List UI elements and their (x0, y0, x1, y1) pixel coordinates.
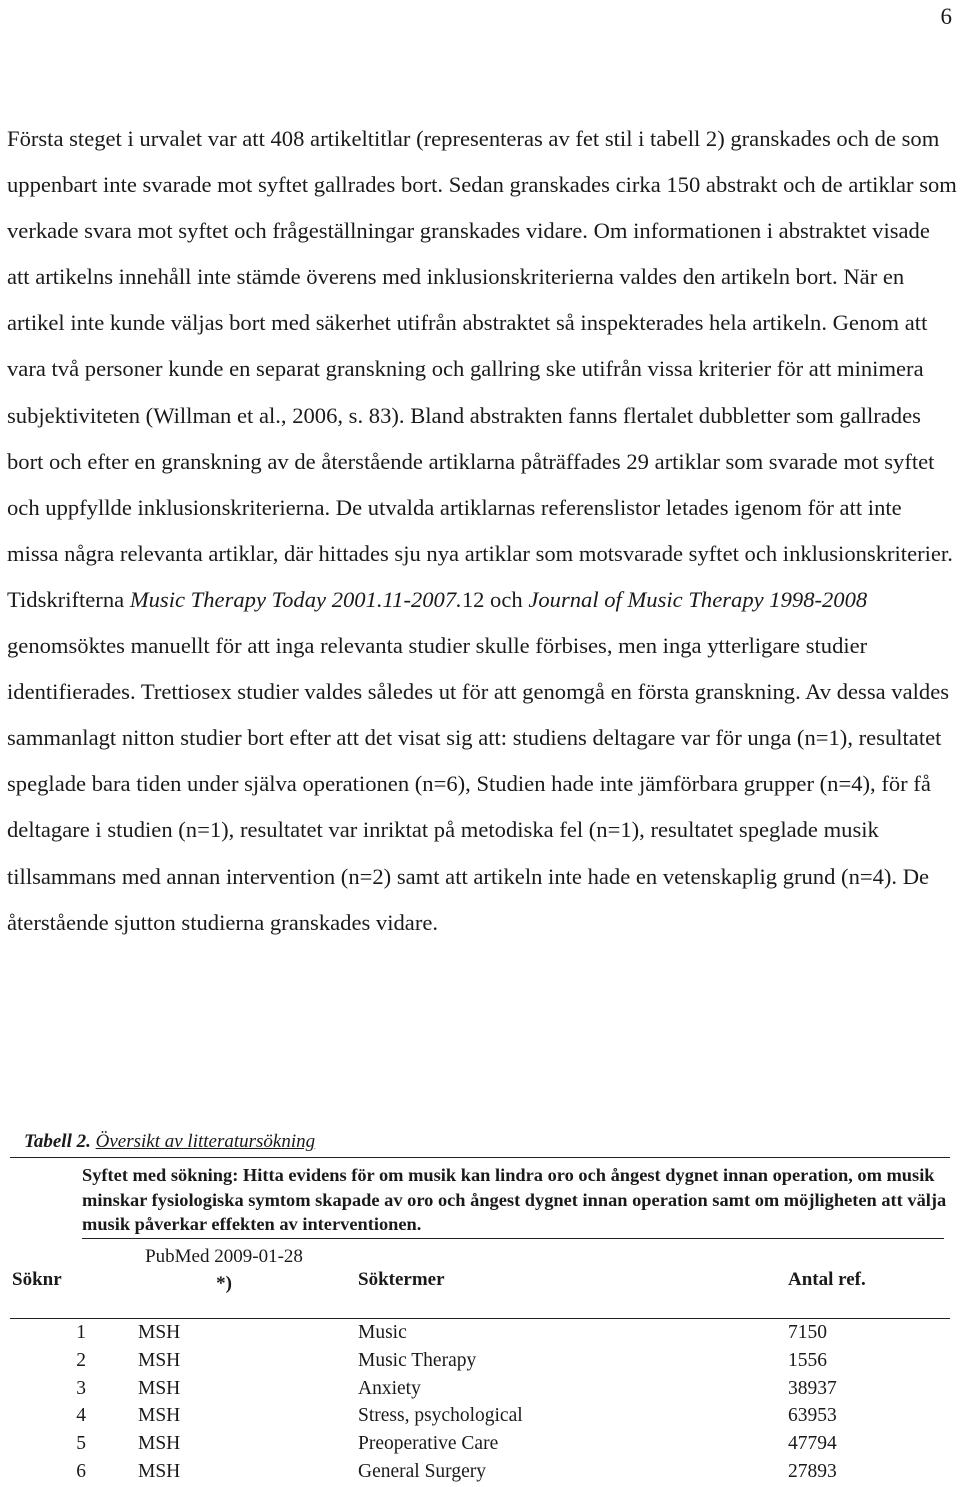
cell-search-term: Stress, psychological (358, 1405, 523, 1427)
journal-year-tail: 12 (461, 586, 485, 612)
caption-divider (10, 1157, 950, 1158)
table-row (0, 1376, 960, 1404)
paragraph-text-part3: genomsöktes manuellt för att inga relevanta studier skulle förbises, men inga ytterligare studier identifierades. Trettiosex studier valdes således ut för att genomgå en första granskning. Av dessa valdes sammanlagt nitton studier bort efter att det visat sig att: studiens deltagare var för unga (n=1), resultatet speglade bara tiden under själva operationen (n=6), Studien hade inte jämförbara grupper (n=4), för få deltagare i studien (n=1), resultatet var inriktat på metodiska fel (n=1), resultatet speglade musik tillsammans med annan intervention (n=2) samt att artikeln inte hade en vetenskaplig grund (n=4). De återstående sjutton studierna granskades vidare. (7, 633, 950, 935)
table-caption (24, 1131, 315, 1153)
paragraph-text-part2: och (484, 586, 529, 612)
aim-divider (82, 1238, 944, 1239)
search-table-body (0, 1320, 960, 1487)
paragraph-text-part1: Första steget i urvalet var att 408 artikeltitlar (representeras av fet stil i tabell 2) granskades och de som uppenbart inte svarade mot syftet gallrades bort. Sedan granskades cirka 150 abstrakt och de artiklar som verkade svara mot syftet och frågeställningar granskades vidare. Om informationen i abstraktet visade att artikelns innehåll inte stämde överens med inklusionskriterierna valdes den artikeln bort. När en artikel inte kunde väljas bort med säkerhet utifrån abstraktet så inspekterades hela artikeln. Genom att vara två personer kunde en separat granskning och gallring ske utifrån vissa kriterier för att minimera subjektiviteten (Willman et al., 2006, s. 83). Bland abstrakten fanns flertalet dubbletter som gallrades bort och efter en granskning av de återstående artiklarna påträffades 29 artiklar som svarade mot syftet och uppfyllde inklusionskriterierna. De utvalda artiklarnas referenslistor letades igenom för att inte missa några relevanta artiklar, där hittades sju nya artiklar som motsvarade syftet och inklusionskriterier. Tidskrifterna (7, 126, 957, 612)
cell-source: MSH (138, 1349, 181, 1371)
journal-title-journal-of-music-therapy: Journal of Music Therapy 1998-2008 (528, 586, 868, 612)
cell-search-term: Preoperative Care (358, 1433, 499, 1455)
table-caption-title: Översikt av litteratursökning (95, 1131, 316, 1152)
cell-source: MSH (138, 1405, 181, 1427)
cell-search-term: Music (358, 1322, 407, 1343)
header-pubmed (124, 1243, 324, 1297)
header-search-terms: Söktermer (358, 1269, 445, 1290)
cell-reference-count: 47794 (788, 1433, 837, 1455)
table-row (0, 1431, 960, 1459)
cell-search-number: 1 (76, 1322, 86, 1343)
cell-source: MSH (138, 1433, 181, 1455)
table-row (0, 1320, 960, 1348)
cell-search-term: Music Therapy (358, 1349, 477, 1371)
cell-reference-count: 7150 (788, 1322, 827, 1343)
cell-source: MSH (138, 1460, 181, 1482)
journal-title-music-therapy-today: Music Therapy Today 2001.11-2007. (129, 586, 462, 612)
page-number: 6 (940, 4, 952, 29)
table-caption-label: Tabell 2. (24, 1131, 91, 1152)
search-aim: Syftet med sökning: Hitta evidens för om musik kan lindra oro och ångest dygnet innan operation, om musik minskar fysiologiska symtom skapade av oro och ångest dygnet innan operation samt om möjligheten att välja musik påverkar effekten av interventionen. (82, 1165, 947, 1234)
cell-source: MSH (138, 1322, 181, 1343)
cell-search-number: 6 (76, 1460, 86, 1482)
table-row (0, 1459, 960, 1487)
cell-search-number: 4 (76, 1405, 86, 1427)
cell-search-number: 3 (76, 1377, 86, 1399)
header-search-number: Söknr (12, 1269, 62, 1290)
cell-reference-count: 63953 (788, 1405, 837, 1427)
table-row (0, 1348, 960, 1376)
cell-search-term: Anxiety (358, 1377, 421, 1399)
cell-source: MSH (138, 1377, 181, 1399)
cell-search-number: 5 (76, 1433, 86, 1455)
header-reference-count: Antal ref. (788, 1269, 866, 1290)
cell-search-number: 2 (76, 1349, 86, 1371)
table-row (0, 1403, 960, 1431)
cell-reference-count: 27893 (788, 1460, 837, 1482)
cell-reference-count: 38937 (788, 1377, 837, 1399)
header-pubmed-note: *) (216, 1273, 232, 1294)
cell-search-term: General Surgery (358, 1460, 486, 1482)
header-divider (10, 1318, 950, 1319)
header-pubmed-date: PubMed 2009-01-28 (145, 1246, 303, 1267)
method-paragraph (7, 116, 957, 946)
cell-reference-count: 1556 (788, 1349, 827, 1371)
